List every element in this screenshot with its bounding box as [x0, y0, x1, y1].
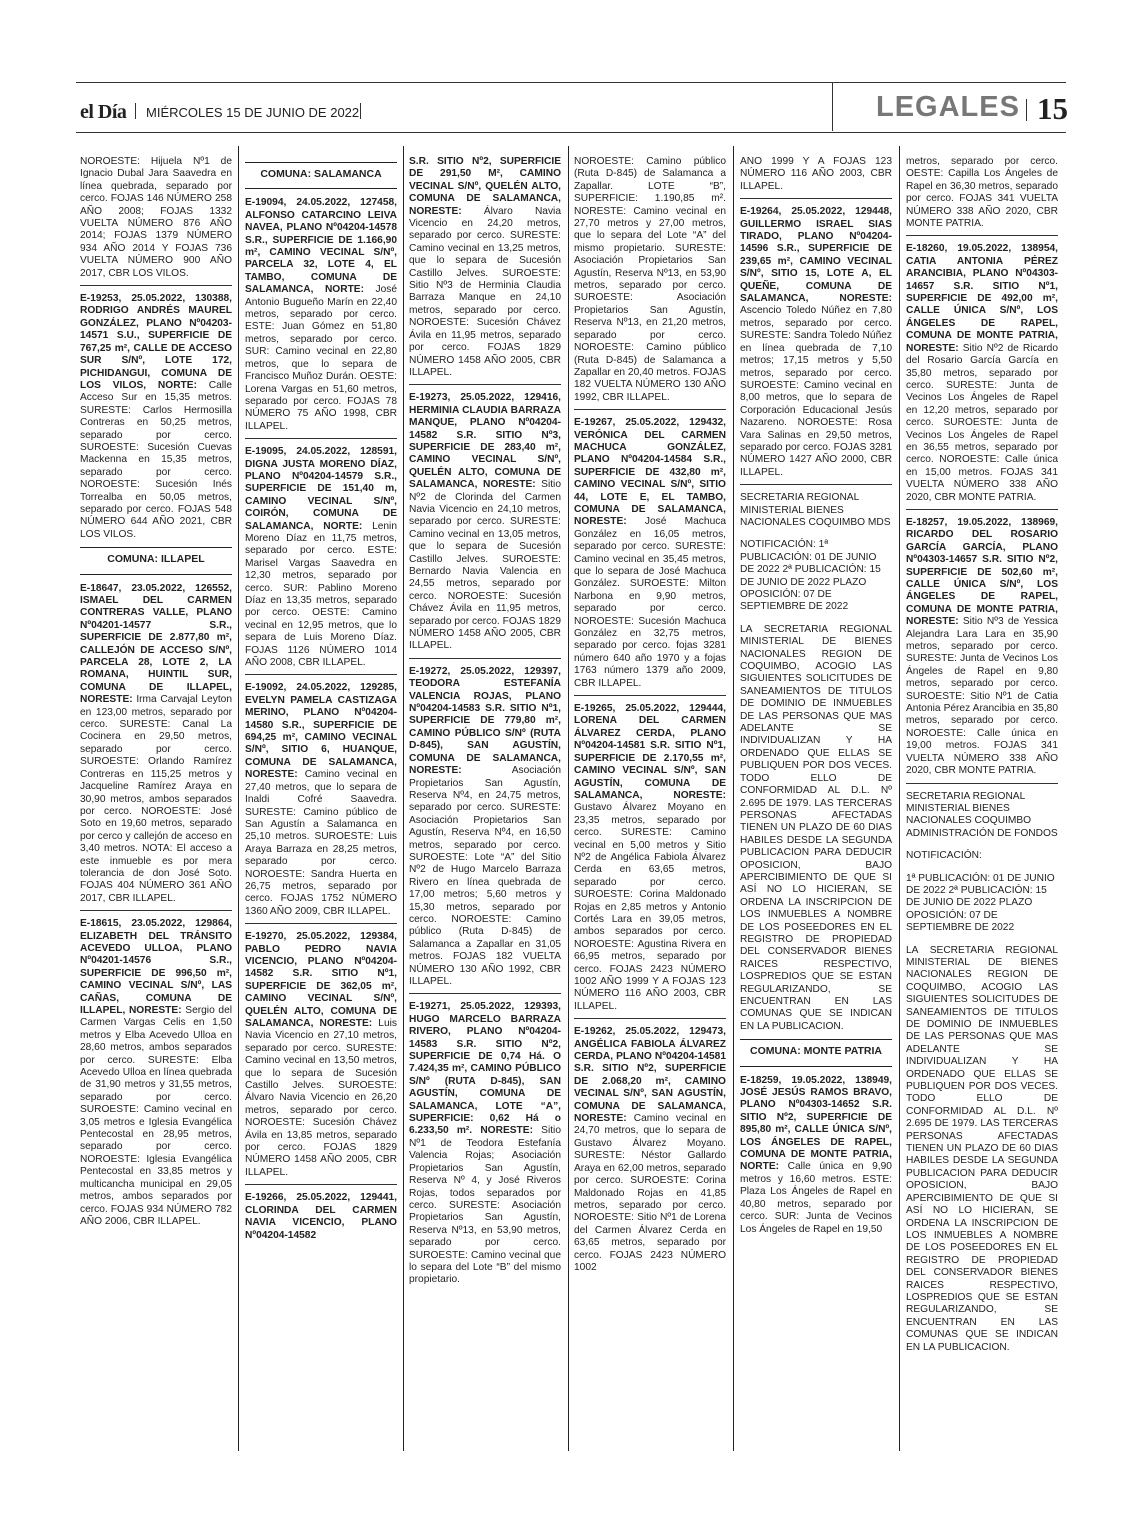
legal-entry — [740, 206, 892, 479]
legal-entry — [245, 931, 397, 1179]
entry-body: Lenin Moreno Díaz en 11,75 metros, separado por cerco. ESTE: Marisel Vargas Saavedra en 12,30 metros, separado por cerco. SUR: Pablino Moreno Díaz en 13,35 metros, separado por cerco. OESTE: Camino vecinal en 12,95 metros, que lo separa de Luis Moreno Díaz. FOJAS 1126 NÚMERO 1014 AÑO 2008, CBR ILLAPEL. — [245, 520, 397, 669]
entry-body: José Antonio Bugueño Marín en 22,40 metros, separado por cerco. ESTE: Juan Gómez en 51,80 metros, separado por cerco. SUR: Camino vecinal en 22,80 metros, que lo separa de Francisco Muñoz Durán. OESTE: Lorena Vargas en 51,60 metros, separado por cerco. FOJAS 78 NÚMERO 75 AÑO 1998, CBR ILLAPEL. — [245, 284, 397, 432]
legal-entry — [574, 417, 726, 690]
entry-body: Sitio Nº1 de Teodora Estefanía Valencia Rojas; Asociación Propietarios San Agustín, Reserva Nº 4, y José Riveros Rojas, todos separados por cerco. SURESTE: Asociación Propietarios San Agustín, Reserva Nº13, en 53,90 metros, separado por cerco. SUROESTE: Camino vecinal que lo separa del Lote “B” del mismo propietario. — [409, 1125, 561, 1286]
entry-head: E-18259, 19.05.2022, 138949, JOSÉ JESÚS RAMOS BRAVO, PLANO Nº04303-14652 S.R. SITIO Nº2, SUPERFICIE DE 895,80 m², CALLE ÚNICA S/Nº, LOS ÁNGELES DE RAPEL, COMUNA DE MONTE PATRIA, NORTE: — [740, 1074, 892, 1173]
entry-head: E-19267, 25.05.2022, 129432, VERÓNICA DEL CARMEN MACHUCA GONZÁLEZ, PLANO Nº04204-14584 S.R., SUPERFICIE DE 432,80 m², CAMINO VECINAL S/Nº, SITIO 44, LOTE E, EL TAMBO, COMUNA DE SALAMANCA, NORESTE: — [574, 417, 726, 528]
notice-text: 1ª PUBLICACIÓN: 01 DE JUNIO DE 2022 2ª PUBLICACIÓN: 15 DE JUNIO DE 2022 PLAZO OPOSICIÓN: 07 DE SEPTIEMBRE DE 2022 — [906, 872, 1055, 934]
legal-entry — [80, 918, 232, 1228]
column-rule — [733, 146, 734, 1451]
column-rule — [899, 146, 900, 1451]
entry-head: E-19092, 24.05.2022, 129285, EVELYN PAMELA CASTIZAGA MERINO, PLANO Nº04204-14580 S.R., SUPERFICIE DE 694,25 m², CAMINO VECINAL S/Nº, SITIO 6, HUANQUE, COMUNA DE SALAMANCA, NORESTE: — [245, 682, 397, 781]
entry-separator — [906, 783, 1058, 784]
legal-entry — [409, 392, 561, 653]
legal-entry — [409, 666, 561, 989]
entry-head: E-19095, 24.05.2022, 128591, DIGNA JUSTA MORENO DÍAZ, PLANO Nº04204-14579 S.R., SUPERFICIE DE 151,40 m, CAMINO VECINAL S/Nº, COIRÓN, COMUNA DE SALAMANCA, NORTE: — [245, 446, 397, 532]
entry-separator — [574, 695, 726, 696]
entry-body: Irma Carvajal Leyton en 123,00 metros, separado por cerco. SURESTE: Canal La Cocinera en 29,50 metros, separado por cerco. SUROESTE: Orlando Ramírez Contreras en 115,25 metros y Jacqueline Ramírez Araya en 30,90 metros, ambos separados por cerco. NOROESTE: José Soto en 19,60 metros, separado por cerco y callejón de acceso en 3,40 metros. NOTA: El acceso a este inmueble es por mera tolerancia de don José Soto. FOJAS 404 NÚMERO 361 AÑO 2017, CBR ILLAPEL. — [80, 694, 232, 904]
entry-head: E-19265, 25.05.2022, 129444, LORENA DEL CARMEN ÁLVAREZ CERDA, PLANO Nº04204-14581 S.R. SITIO Nº1, SUPERFICIE DE 2.170,55 m², CAMINO VECINAL S/Nº, SAN AGUSTÍN, COMUNA DE SALAMANCA, NORESTE: — [574, 703, 726, 801]
legal-entry — [409, 156, 561, 379]
column-rule — [568, 146, 569, 1451]
entry-separator — [574, 409, 726, 410]
entry-separator — [409, 658, 561, 659]
column-4 — [574, 156, 726, 1278]
legal-entry — [80, 293, 232, 541]
notice-text: NOTIFICACIÓN: — [906, 850, 982, 862]
entry-body: Asociación Propietarios San Agustín, Reserva Nº4, en 24,75 metros, separado por cerco. SURESTE: Asociación Propietarios San Agustín, Reserva Nº4, en 16,50 metros, separado por cerco. SUROESTE: Lote “A” del Sitio Nº2 de Hugo Marcelo Barraza Rivero en línea quebrada de 17,00 metros; 5,60 metros y 15,30 metros, separado por cerco. NOROESTE: Camino público (Ruta D-845) de Salamanca a Zapallar en 31,05 metros. FOJAS 182 VUELTA NÚMERO 130 AÑO 1992, CBR ILLAPEL. — [409, 765, 561, 987]
legal-text: NOROESTE: Hijuela Nº1 de Ignacio Dubal Jara Saavedra en línea quebrada, separado por cerco. FOJAS 146 NÚMERO 258 AÑO 2008; FOJAS 1332 VUELTA NÚMERO 876 AÑO 2014; FOJAS 1379 NÚMERO 934 AÑO 2014 Y FOJAS 736 VUELTA NÚMERO 900 AÑO 2017, CBR LOS VILOS. — [80, 156, 232, 279]
entry-body: Sitio Nº2 de Clorinda del Carmen Navia Vicencio en 24,10 metros, separado por cerco. SURESTE: Camino vecinal en 13,05 metros, que lo separa de Sucesión Castillo Jelves. SUROESTE: Bernardo Navia Valencia en 24,55 metros, separado por cerco. NOROESTE: Sucesión Chávez Ávila en 11,95 metros, separado por cerco. FOJAS 1829 NÚMERO 1458 AÑO 2005, CBR ILLAPEL. — [409, 479, 561, 652]
entry-separator — [906, 509, 1058, 510]
legal-entry — [906, 517, 1058, 778]
legal-entry — [574, 1026, 726, 1274]
entry-head: E-19270, 25.05.2022, 129384, PABLO PEDRO NAVIA VICENCIO, PLANO Nº04204-14582 S.R. SITIO Nº1, SUPERFICIE DE 362,05 m², CAMINO VECINAL S/Nº, QUELÉN ALTO, COMUNA DE SALAMANCA, NORESTE: — [245, 931, 397, 1029]
entry-head: E-18257, 19.05.2022, 138969, RICARDO DEL ROSARIO GARCÍA GARCÍA, PLANO Nº04303-14657 S.R. SITIO Nº2, SUPERFICIE DE 502,60 m², CALLE ÚNICA S/Nº, LOS ÁNGELES DE RAPEL, COMUNA DE MONTE PATRIA, NORESTE: — [906, 516, 1058, 628]
legal-entry — [574, 703, 726, 1013]
legal-text: NOROESTE: Camino público (Ruta D-845) de Salamanca a Zapallar. LOTE “B”, SUPERFICIE: 1.190,85 m². NORESTE: Camino vecinal en 27,70 metros y 27,00 metros, que lo separa del Lote “A” del mismo propietario. SURESTE: Asociación Propietarios San Agustín, Reserva Nº13, en 53,90 metros, separado por cerco. SUROESTE: Asociación Propietarios San Agustín, Reserva Nº13, en 21,20 metros, separado por cerco. NOROESTE: Camino público (Ruta D-845) de Salamanca a Zapallar en 20,40 metros. FOJAS 182 VUELTA NÚMERO 130 AÑO 1992, CBR ILLAPEL. — [574, 156, 726, 403]
entry-head: E-18615, 23.05.2022, 129864, ELIZABETH DEL TRÁNSITO ACEVEDO ULLOA, PLANO Nº04201-14576 S.R., SUPERFICIE DE 996,50 m², CAMINO VECINAL S/Nº, LAS CAÑAS, COMUNA DE ILLAPEL, NORESTE: — [80, 918, 232, 1016]
legal-entry — [906, 243, 1058, 504]
entry-head: E-19272, 25.05.2022, 129397, TEODORA ESTEFANÍA VALENCIA ROJAS, PLANO Nº04204-14583 S.R. SITIO Nº1, SUPERFICIE DE 779,80 m², CAMINO PÚBLICO S/Nº (RUTA D-845), SAN AGUSTÍN, COMUNA DE SALAMANCA, NORESTE: — [409, 665, 561, 777]
entry-body: Calle única en 9,90 metros y 16,60 metros. ESTE: Plaza Los Ángeles de Rapel en 40,80 metros, separado por cerco. SUR: Junta de Vecinos Los Ángeles de Rapel en 19,50 — [740, 1161, 892, 1235]
entry-body: Sitio Nº3 de Yessica Alejandra Lara Lara en 35,90 metros, separado por cerco. SURESTE: Junta de Vecinos Los Ángeles de Rapel en 9,80 metros, separado por cerco. SUROESTE: Sitio Nº1 de Catia Antonia Pérez Arancibia en 35,80 metros, separado por cerco. NOROESTE: Calle única en 19,00 metros. FOJAS 341 VUELTA NÚMERO 338 AÑO 2020, CBR MONTE PATRIA. — [906, 616, 1058, 777]
notice-text: NOTIFICACIÓN: 1ª PUBLICACIÓN: 01 DE JUNIO DE 2022 2ª PUBLICACIÓN: 15 DE JUNIO DE 2022 PLAZO OPOSICIÓN: 07 DE SEPTIEMBRE DE 2022 — [740, 539, 881, 613]
entry-head: E-19264, 25.05.2022, 129448, GUILLERMO ISRAEL SIAS TIRADO, PLANO Nº04204-14596 S.R., SUPERFICIE DE 239,65 m², CAMINO VECINAL S/Nº, SITIO 15, LOTE A, EL QUEÑE, COMUNA DE SALAMANCA, NORESTE: — [740, 206, 892, 305]
entry-separator — [245, 923, 397, 924]
entry-head: E-19262, 25.05.2022, 129473, ANGÉLICA FABIOLA ÁLVAREZ CERDA, PLANO Nº04204-14581 S.R. SITIO Nº2, SUPERFICIE DE 2.068,20 m², CAMINO VECINAL S/Nº, SAN AGUSTÍN, COMUNA DE SALAMANCA, NORESTE: — [574, 1026, 726, 1125]
comuna-heading: COMUNA: SALAMANCA — [245, 162, 397, 189]
column-6 — [906, 156, 1058, 1358]
legal-text: metros, separado por cerco. OESTE: Capilla Los Ángeles de Rapel en 36,30 metros, separado por cerco. FOJAS 341 VUELTA NÚMERO 338 AÑO 2020, CBR MONTE PATRIA. — [906, 156, 1058, 230]
entry-body: Ascencio Toledo Núñez en 7,80 metros, separado por cerco. SURESTE: Sandra Toledo Núñez en línea quebrada de 7,10 metros; 17,15 metros y 5,50 metros, separado por cerco. SUROESTE: Camino vecinal en 8,00 metros, que lo separa de Corporación Educacional Jesús Nazareno. NOROESTE: Rosa Vara Salinas en 29,50 metros, separado por cerco. FOJAS 3281 NÚMERO 1427 AÑO 2000, CBR ILLAPEL. — [740, 305, 892, 478]
entry-body: Sergio del Carmen Vargas Celis en 1,50 metros y Elba Acevedo Ulloa en 28,60 metros, ambos separados por cerco. SURESTE: Elba Acevedo Ulloa en línea quebrada de 31,90 metros y 31,55 metros, separado por cerco. SUROESTE: Camino vecinal en 3,05 metros e Iglesia Evangélica Pentecostal en 28,95 metros, separado por cerco. NOROESTE: Iglesia Evangélica Pentecostal en 33,85 metros y multicancha municipal en 29,05 metros, ambos separados por cerco. FOJAS 934 NÚMERO 782 AÑO 2006, CBR ILLAPEL. — [80, 1005, 232, 1227]
legal-entry — [245, 1192, 397, 1242]
header-divider — [1026, 99, 1027, 121]
entry-head: E-18647, 23.05.2022, 126552, ISMAEL DEL CARMEN CONTRERAS VALLE, PLANO Nº04201-14577 S.R., SUPERFICIE DE 2.877,80 m², CALLEJÓN DE ACCESO S/Nº, PARCELA 28, LOTE 2, LA ROMANA, HUINTIL SUR, COMUNA DE ILLAPEL, NORESTE: — [80, 582, 232, 706]
legal-text: AÑO 1999 Y A FOJAS 123 NÚMERO 116 AÑO 2003, CBR ILLAPEL. — [740, 156, 892, 192]
column-1 — [80, 156, 232, 1232]
entry-head: E-18260, 19.05.2022, 138954, CATIA ANTONIA PÉREZ ARANCIBIA, PLANO Nº04303-14657 S.R. SITIO Nº1, SUPERFICIE DE 492,00 m², CALLE ÚNICA S/Nº, LOS ÁNGELES DE RAPEL, COMUNA DE MONTE PATRIA, NORESTE: — [906, 243, 1058, 354]
entry-body: Álvaro Navia Vicencio en 24,20 metros, separado por cerco. SURESTE: Camino vecinal en 13,25 metros, que lo separa de Sucesión Castillo Jelves. SUROESTE: Sitio Nº3 de Herminia Claudia Barraza Manque en 24,10 metros, separado por cerco. NOROESTE: Sucesión Chávez Ávila en 11,95 metros, separado por cerco. FOJAS 1829 NÚMERO 1458 AÑO 2005, CBR ILLAPEL. — [409, 205, 561, 378]
entry-body: Luis Navia Vicencio en 27,10 metros, separado por cerco. SURESTE: Camino vecinal en 13,50 metros, que lo separa de Sucesión Castillo Jelves. SUROESTE: Álvaro Navia Vicencio en 26,20 metros, separado por cerco. NOROESTE: Sucesión Chávez Ávila en 13,85 metros, separado por cerco. FOJAS 1829 NÚMERO 1458 AÑO 2005, CBR ILLAPEL. — [245, 1018, 397, 1178]
header-divider — [360, 103, 361, 119]
column-2 — [245, 156, 397, 1246]
entry-separator — [740, 484, 892, 485]
entry-body: Camino vecinal en 27,40 metros, que lo separa de Inaldi Cofré Saavedra. SURESTE: Camino público de San Agustín a Salamanca en 25,10 metros. SUROESTE: Luis Araya Barraza en 28,25 metros, separado por cerco. NOROESTE: Sandra Huerta en 26,75 metros, separado por cerco. FOJAS 1752 NÚMERO 1360 AÑO 2009, CBR ILLAPEL. — [245, 769, 397, 917]
entry-separator — [245, 438, 397, 439]
entry-body: Gustavo Álvarez Moyano en 23,35 metros, separado por cerco. SURESTE: Camino vecinal en 5,00 metros y Sitio Nº2 de Angélica Fabiola Álvarez Cerda en 63,65 metros, separado por cerco. SUROESTE: Corina Maldonado Rojas en 2,85 metros y Antonio Cortés Lara en 39,05 metros, ambos separados por cerco. NOROESTE: Agustina Rivera en 66,95 metros, separado por cerco. FOJAS 2423 NÚMERO 1002 AÑO 1999 Y A FOJAS 123 NÚMERO 116 AÑO 2003, CBR ILLAPEL. — [574, 802, 726, 1012]
page-number: 15 — [1037, 91, 1068, 126]
column-5 — [740, 156, 892, 1240]
entry-separator — [245, 674, 397, 675]
entry-body: José Machuca González en 16,05 metros, separado por cerco. SURESTE: Camino vecinal en 35,45 metros, que lo separa de José Machuca González. SUROESTE: Milton Narbona en 9,90 metros, separado por cerco. NOROESTE: Sucesión Machuca González en 32,75 metros, separado por cerco. fojas 3281 número 640 año 1970 y a fojas 1763 número 1379 año 2009, CBR ILLAPEL. — [574, 516, 726, 689]
legal-entry — [80, 583, 232, 906]
legal-entry — [409, 1001, 561, 1286]
column-rule — [403, 146, 404, 1451]
section-title: LEGALES — [876, 91, 1020, 123]
legal-entry — [245, 197, 397, 433]
notice-text: SECRETARIA REGIONAL MINISTERIAL BIENES NACIONALES COQUIMBO MDS — [740, 492, 891, 528]
header-vertical-rule — [832, 83, 833, 131]
column-3 — [409, 156, 561, 1291]
page-header — [76, 83, 1066, 131]
entry-separator — [245, 1184, 397, 1185]
header-bottom-rule — [76, 132, 1066, 133]
newspaper-logo: el Día — [80, 101, 127, 123]
entry-separator — [80, 285, 232, 286]
entry-separator — [409, 384, 561, 385]
header-divider — [135, 103, 136, 119]
entry-separator — [574, 1018, 726, 1019]
comuna-heading: COMUNA: MONTE PATRIA — [740, 1039, 892, 1066]
entry-separator — [906, 235, 1058, 236]
comuna-heading: COMUNA: ILLAPEL — [80, 547, 232, 574]
entry-separator — [409, 993, 561, 994]
entry-body: Calle Acceso Sur en 15,35 metros. SURESTE: Carlos Hermosilla Contreras en 50,25 metros, separado por cerco. SUROESTE: Sucesión Cuevas Mackenna en 15,35 metros, separado por cerco. NOROESTE: Sucesión Inés Torrealba en 50,05 metros, separado por cerco. FOJAS 548 NÚMERO 644 AÑO 2021, CBR LOS VILOS. — [80, 379, 232, 540]
entry-head: S.R. SITIO Nº2, SUPERFICIE DE 291,50 M², CAMINO VECINAL S/Nº, QUELÉN ALTO, COMUNA DE SALAMANCA, NORESTE: — [409, 156, 561, 217]
entry-head: E-19273, 25.05.2022, 129416, HERMINIA CLAUDIA BARRAZA MANQUE, PLANO Nº04204-14582 S.R. SITIO Nº3, SUPERFICIE DE 283,40 m², CAMINO VECINAL S/Nº, QUELÉN ALTO, COMUNA DE SALAMANCA, NORESTE: — [409, 392, 561, 491]
column-rule — [238, 146, 239, 1451]
legal-entry — [245, 446, 397, 669]
entry-body: Camino vecinal en 24,70 metros, que lo separa de Gustavo Álvarez Moyano. SURESTE: Néstor Gallardo Araya en 62,00 metros, separado por cerco. SUROESTE: Corina Maldonado Rojas en 41,85 metros, separado por cerco. NOROESTE: Sitio Nº1 de Lorena del Carmen Álvarez Cerda en 63,65 metros, separado por cerco. FOJAS 2423 NÚMERO 1002 — [574, 1113, 726, 1273]
entry-separator — [740, 198, 892, 199]
entry-head: E-19094, 24.05.2022, 127458, ALFONSO CATARCINO LEIVA NAVEA, PLANO Nº04204-14578 S.R., SUPERFICIE DE 1.166,90 m², CAMINO VECINAL S/Nº, PARCELA 32, LOTE 4, EL TAMBO, COMUNA DE SALAMANCA, NORTE: — [245, 197, 397, 296]
entry-separator — [80, 910, 232, 911]
issue-date: MIÉRCOLES 15 DE JUNIO DE 2022 — [146, 105, 360, 120]
entry-head: E-19253, 25.05.2022, 130388, RODRIGO ANDRÉS MAUREL GONZÁLEZ, PLANO Nº04203-14571 S.U., SUPERFICIE DE 767,25 m², CALLE DE ACCESO SUR S/Nº, LOTE 172, PICHIDANGUI, COMUNA DE LOS VILOS, NORTE: — [80, 293, 232, 391]
legal-text: LA SECRETARIA REGIONAL MINISTERIAL DE BIENES NACIONALES REGION DE COQUIMBO, ACOGIO LAS SIGUIENTES SOLICITUDES DE SANEAMIENTOS DE TITULOS DE DOMINIO DE INMUEBLES DE LAS PERSONAS QUE MAS ADELANTE SE INDIVIDUALIZAN Y HA ORDENADO QUE ELLAS SE PUBLIQUEN POR DOS VECES. TODO ELLO DE CONFORMIDAD AL D.L. Nº 2.695 DE 1979. LAS TERCERAS PERSONAS AFECTADAS TIENEN UN PLAZO DE 60 DIAS HABILES DESDE LA SEGUNDA PUBLICACION PARA DEDUCIR OPOSICION, BAJO APERCIBIMIENTO DE QUE SI ASÍ NO LO HICIERAN, SE ORDENA LA INSCRIPCION DE LOS INMUEBLES A NOMBRE DE LOS POSEEDORES EN EL REGISTRO DE PROPIEDAD DEL CONSERVADOR BIENES RAICES RESPECTIVO, LOSPREDIOS QUE SE ESTAN REGULARIZANDO, SE ENCUENTRAN EN LAS COMUNAS QUE SE INDICAN EN LA PUBLICACION. — [906, 944, 1058, 1353]
entry-body: Sitio Nº2 de Ricardo del Rosario García García en 35,80 metros, separado por cerco. SURESTE: Junta de Vecinos Los Ángeles de Rapel en 12,20 metros, separado por cerco. SUROESTE: Junta de Vecinos Los Ángeles de Rapel en 36,55 metros, separado por cerco. NOROESTE: Calle única en 15,00 metros. FOJAS 341 VUELTA NÚMERO 338 AÑO 2020, CBR MONTE PATRIA. — [906, 342, 1058, 503]
entry-head: E-19271, 25.05.2022, 129393, HUGO MARCELO BARRAZA RIVERO, PLANO Nº04204-14583 S.R. SITIO Nº2, SUPERFICIE DE 0,74 Há. O 7.424,35 m², CAMINO PÚBLICO S/Nº (RUTA D-845), SAN AGUSTÍN, COMUNA DE SALAMANCA, LOTE “A”, SUPERFICIE: 0,62 Há o 6.233,50 m². NORESTE: — [409, 1001, 561, 1137]
entry-head: E-19266, 25.05.2022, 129441, CLORINDA DEL CARMEN NAVIA VICENCIO, PLANO Nº04204-14582 — [245, 1192, 397, 1241]
legal-entry — [245, 682, 397, 918]
notice-text: SECRETARIA REGIONAL MINISTERIAL BIENES NACIONALES COQUIMBO ADMINISTRACIÓN DE FONDOS — [906, 790, 1058, 839]
legal-text: LA SECRETARIA REGIONAL MINISTERIAL DE BIENES NACIONALES REGION DE COQUIMBO, ACOGIO LAS SIGUIENTES SOLICITUDES DE SANEAMIENTOS DE TITULOS DE DOMINIO DE INMUEBLES DE LAS PERSONAS QUE MAS ADELANTE SE INDIVIDUALIZAN Y HA ORDENADO QUE ELLAS SE PUBLIQUEN POR DOS VECES. TODO ELLO DE CONFORMIDAD AL D.L. Nº 2.695 DE 1979. LAS TERCERAS PERSONAS AFECTADAS TIENEN UN PLAZO DE 60 DIAS HABILES DESDE LA SEGUNDA PUBLICACION PARA DEDUCIR OPOSICION, BAJO APERCIBIMIENTO DE QUE SI ASÍ NO LO HICIERAN, SE ORDENA LA INSCRIPCION DE LOS INMUEBLES A NOMBRE DE LOS POSEEDORES EN EL REGISTRO DE PROPIEDAD DEL CONSERVADOR BIENES RAICES RESPECTIVO, LOSPREDIOS QUE SE ESTAN REGULARIZANDO, SE ENCUENTRAN EN LAS COMUNAS QUE SE INDICAN EN LA PUBLICACION. — [740, 623, 892, 1032]
legal-entry — [740, 1075, 892, 1236]
